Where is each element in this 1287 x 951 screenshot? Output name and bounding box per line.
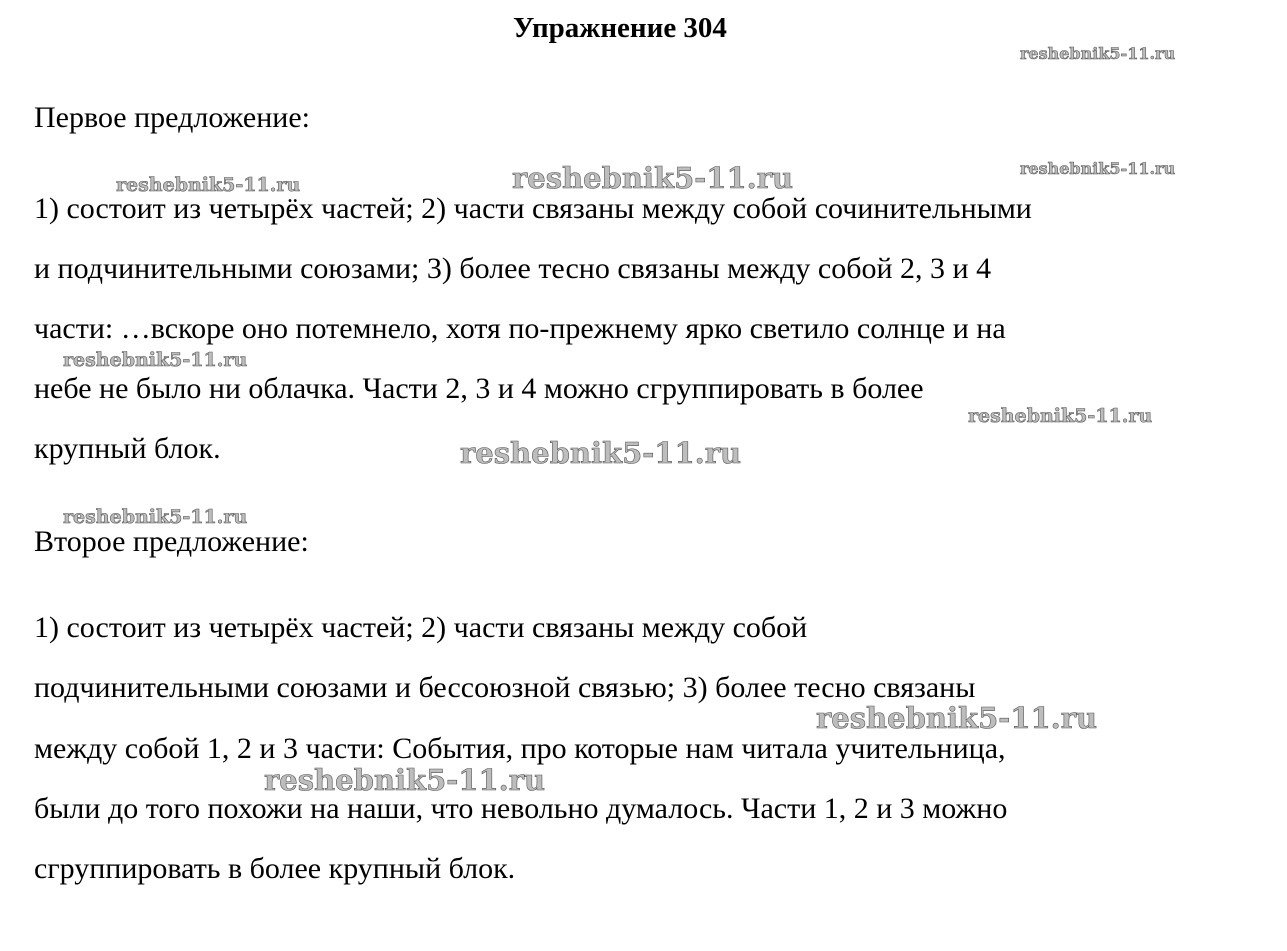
watermark: reshebnik5-11.ru [460,436,742,470]
watermark: reshebnik5-11.ru [116,174,301,196]
watermark: reshebnik5-11.ru [63,506,248,528]
watermark: reshebnik5-11.ru [1020,44,1176,63]
section1-line-1: 1) состоит из четырёх частей; 2) части связаны между собой сочинительными [34,192,1032,225]
watermark: reshebnik5-11.ru [968,405,1153,427]
section2-line-4: были до того похожи на наши, что невольно думалось. Части 1, 2 и 3 можно [34,792,1008,825]
watermark: reshebnik5-11.ru [63,349,248,371]
section2-line-2: подчинительными союзами и бессоюзной связью; 3) более тесно связаны [34,671,976,704]
section2-line-5: сгруппировать в более крупный блок. [34,852,516,885]
watermark: reshebnik5-11.ru [1020,159,1176,178]
section1-line-5: крупный блок. [34,432,221,465]
section1-heading: Первое предложение: [34,101,310,134]
exercise-title: Упражнение 304 [513,12,727,44]
watermark: reshebnik5-11.ru [264,763,546,797]
watermark: reshebnik5-11.ru [512,161,794,195]
section1-line-2: и подчинительными союзами; 3) более тесно связаны между собой 2, 3 и 4 [34,252,992,285]
watermark: reshebnik5-11.ru [816,701,1098,735]
section1-line-3: части: …вскоре оно потемнело, хотя по-прежнему ярко светило солнце и на [34,312,1006,345]
section2-line-1: 1) состоит из четырёх частей; 2) части связаны между собой [34,611,808,644]
section1-line-4: небе не было ни облачка. Части 2, 3 и 4 можно сгруппировать в более [34,372,924,405]
section2-line-3: между собой 1, 2 и 3 части: События, про которые нам читала учительница, [34,732,1006,765]
section2-heading: Второе предложение: [34,525,309,558]
